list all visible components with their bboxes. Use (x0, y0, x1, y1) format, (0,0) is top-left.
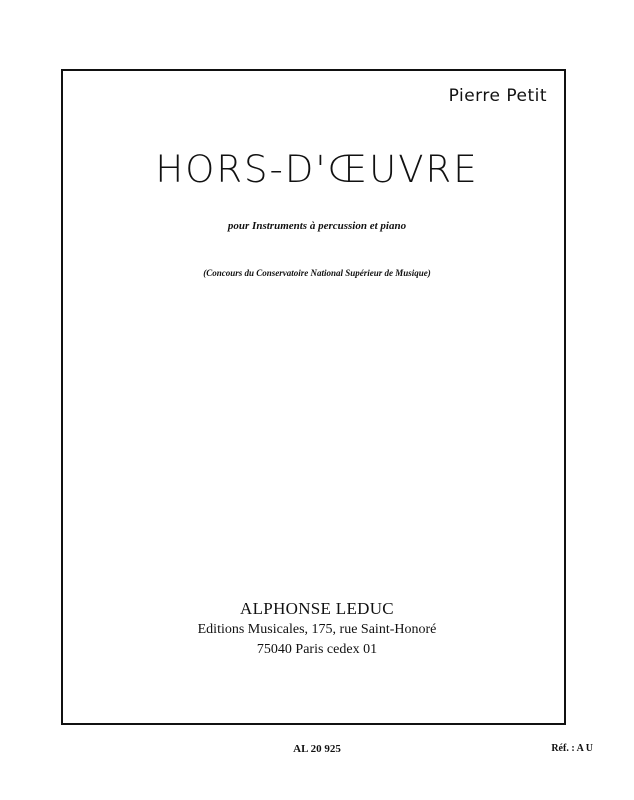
publisher-address-line1: Editions Musicales, 175, rue Saint-Honoré (197, 622, 437, 637)
instrumentation-subtitle: pour Instruments à percussion et piano (227, 220, 407, 232)
publisher-address-line2: 75040 Paris cedex 01 (256, 642, 378, 657)
publisher-name: ALPHONSE LEDUC (240, 599, 394, 618)
competition-note: (Concours du Conservatoire National Supérieur de Musique) (203, 268, 431, 278)
catalog-number: AL 20 925 (293, 743, 341, 755)
composer-name: Pierre Petit (448, 86, 547, 106)
publisher-block (0, 598, 634, 660)
reference-code: Réf. : A U (551, 743, 593, 754)
score-title: HORS-D'ŒUVRE (155, 148, 479, 191)
